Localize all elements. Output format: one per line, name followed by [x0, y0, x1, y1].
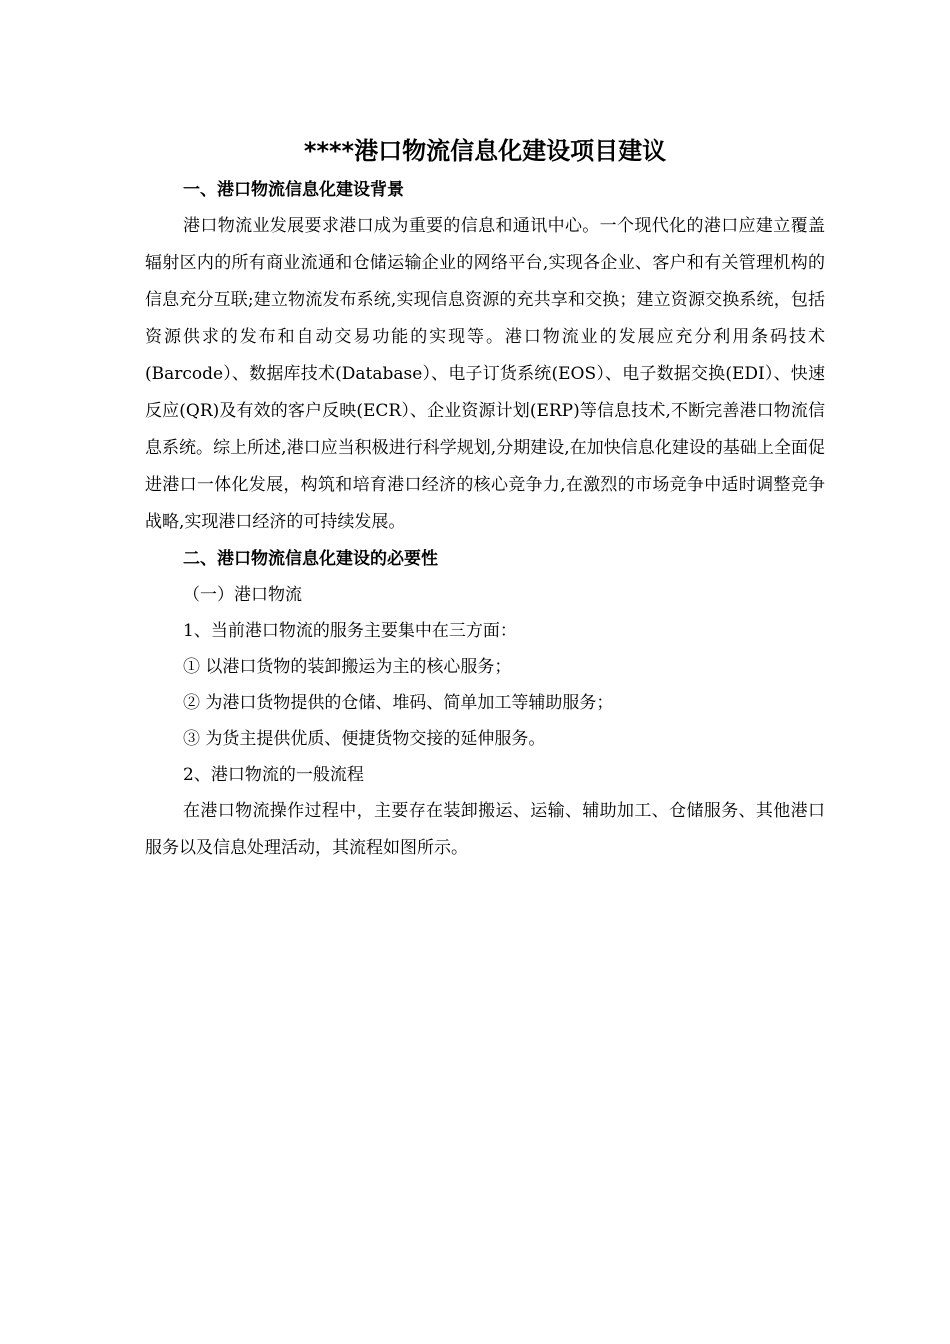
section-heading-background: 一、港口物流信息化建设背景	[183, 180, 404, 200]
service-item-auxiliary: ② 为港口货物提供的仓储、堆码、简单加工等辅助服务；	[183, 693, 614, 713]
list-item-services: 1、当前港口物流的服务主要集中在三方面：	[183, 621, 517, 641]
process-paragraph: 在港口物流操作过程中，主要存在装卸搬运、运输、辅助加工、仓储服务、其他港口服务以及信息处理活动，其流程如图所示。	[145, 801, 825, 858]
subheading-port-logistics: （一）港口物流	[183, 585, 302, 605]
document-body	[145, 132, 825, 867]
service-item-core: ① 以港口货物的装卸搬运为主的核心服务；	[183, 657, 512, 677]
list-item-process: 2、港口物流的一般流程	[183, 765, 364, 785]
document-title: ****港口物流信息化建设项目建议	[303, 137, 667, 165]
section-heading-necessity: 二、港口物流信息化建设的必要性	[183, 549, 438, 569]
background-paragraph: 港口物流业发展要求港口成为重要的信息和通讯中心。一个现代化的港口应建立覆盖辐射区内的所有商业流通和仓储运输企业的网络平台,实现各企业、客户和有关管理机构的信息充分互联;建立物流发布系统,实现信息资源的充共享和交换；建立资源交换系统，包括资源供求的发布和自动交易功能的实现等。港口物流业的发展应充分利用条码技术(Barcode）、数据库技术(Database）、电子订货系统(EOS）、电子数据交换(EDI）、快速反应(QR)及有效的客户反映(ECR）、企业资源计划(ERP)等信息技术,不断完善港口物流信息系统。综上所述,港口应当积极进行科学规划,分期建设,在加快信息化建设的基础上全面促进港口一体化发展，构筑和培育港口经济的核心竞争力,在激烈的市场竞争中适时调整竞争战略,实现港口经济的可持续发展。	[145, 216, 825, 532]
service-item-extension: ③ 为货主提供优质、便捷货物交接的延伸服务。	[183, 729, 546, 749]
